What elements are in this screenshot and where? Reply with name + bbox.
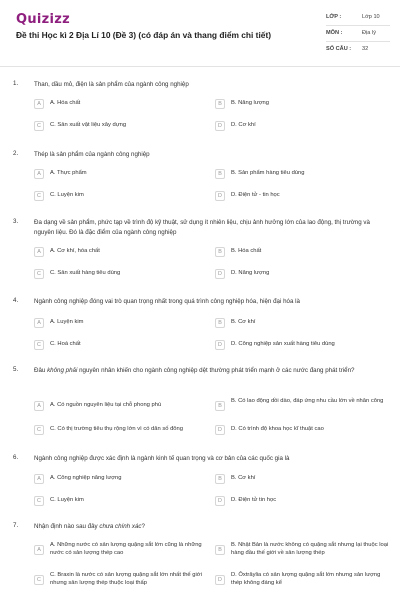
option-d[interactable] [215,570,393,590]
question-text: Đa dạng về sản phẩm, phức tạp về trình độ kỹ thuật, sử dụng ít nhiên liệu, chịu ảnh hưởng lớn của lao động, thị trường và nguyên liệu. Đó là đặc điểm của ngành công nghiệp [34,219,370,236]
option-a[interactable] [34,166,210,182]
option-letter-box: A [34,247,44,257]
option-letter-box: D [215,496,225,506]
option-text: C. Luyện kim [50,192,84,198]
question-number: 7. [13,522,19,529]
option-d[interactable] [215,493,393,509]
meta-label: SỐ CÂU : [326,46,352,52]
option-text: D. Điện tử - tin học [231,192,280,198]
question-number: 2. [13,150,19,157]
question-number: 4. [13,297,19,304]
meta-value: Địa lý [362,30,376,36]
option-text: D. Điện tử tin học [231,497,277,503]
question-text [34,366,386,376]
meta-value: 32 [362,46,369,52]
option-letter-box: C [34,340,44,350]
option-text: D. Ôxtrâylia có sản lượng quặng sắt lớn nhưng sản lượng thép không đáng kể [231,572,381,586]
option-text: A. Những nước có sản lượng quặng sắt lớn cũng là những nước có sản lượng thép cao [50,542,202,556]
option-text: D. Có trình độ khoa học kĩ thuật cao [231,426,324,432]
option-text: C. Có thị trường tiêu thụ rộng lớn vì có dân số đông [50,426,183,432]
option-text: D. Năng lượng [231,270,270,276]
option-text: A. Có nguồn nguyên liệu tại chỗ phong phú [50,402,162,408]
option-letter-box: A [34,169,44,179]
option-d[interactable] [215,422,393,438]
option-a[interactable] [34,244,210,260]
option-c[interactable] [34,188,210,204]
option-letter-box: B [215,401,225,411]
meta-label: MÔN : [326,30,343,36]
question-text: Ngành công nghiệp đóng vai trò quan trọng nhất trong quá trình công nghiệp hóa, hiện đại hóa là [34,298,300,305]
option-letter-box: B [215,318,225,328]
option-letter-box: C [34,496,44,506]
option-c[interactable] [34,570,210,590]
option-letter-box: C [34,121,44,131]
option-letter-box: D [215,121,225,131]
option-d[interactable] [215,188,393,204]
option-text: A. Cơ khí, hóa chất [50,248,100,254]
option-b[interactable] [215,244,393,260]
option-c[interactable] [34,118,210,134]
question-number: 1. [13,80,19,87]
question-number: 6. [13,454,19,461]
question-text [34,522,386,532]
meta-table [326,10,390,58]
option-text: B. Cơ khí [231,319,256,325]
option-text: A. Thực phẩm [50,170,87,176]
option-letter-box: B [215,169,225,179]
option-text: C. Sản xuất hàng tiêu dùng [50,270,121,276]
option-text: A. Công nghiệp năng lượng [50,475,122,481]
option-d[interactable] [215,118,393,134]
option-letter-box: A [34,99,44,109]
option-letter-box: C [34,191,44,201]
option-text: D. Công nghiệp sản xuất hàng tiêu dùng [231,341,335,347]
page-title: Đề thi Học kì 2 Địa Lí 10 (Đề 3) (có đáp án và thang điểm chi tiết) [16,30,272,40]
option-letter-box: C [34,575,44,585]
option-letter-box: C [34,269,44,279]
option-text: C. Braxin là nước có sản lượng quặng sắt lớn nhất thế giới nhưng sản lượng thép thuộc loại thấp [50,572,202,586]
option-text: B. Có lao động dồi dào, đáp ứng nhu cầu lớn về nhân công [231,398,384,404]
option-b[interactable] [215,540,393,560]
option-letter-box: A [34,318,44,328]
option-text: B. Cơ khí [231,475,256,481]
question-text-part: Nhận định nào sau đây [34,523,100,530]
option-text: C. Luyện kim [50,497,84,503]
question-text-part: ? [141,523,145,530]
option-b[interactable] [215,96,393,112]
option-text: B. Năng lượng [231,100,269,106]
meta-label: LỚP : [326,14,342,20]
option-c[interactable] [34,422,210,438]
option-b[interactable] [215,315,393,331]
option-c[interactable] [34,493,210,509]
option-a[interactable] [34,540,210,560]
option-letter-box: D [215,269,225,279]
option-d[interactable] [215,266,393,282]
option-text: B. Hóa chất [231,248,262,254]
header-divider [0,66,400,67]
option-text: A. Hóa chất [50,100,81,106]
option-letter-box: D [215,425,225,435]
option-letter-box: B [215,545,225,555]
meta-row-subject [326,26,390,42]
option-letter-box: A [34,401,44,411]
option-c[interactable] [34,337,210,353]
option-letter-box: D [215,575,225,585]
option-letter-box: D [215,191,225,201]
option-letter-box: D [215,340,225,350]
question-text: Than, dầu mỏ, điện là sản phẩm của ngành công nghiệp [34,81,189,88]
question-text: Ngành công nghiệp được xác định là ngành kinh tế quan trọng và cơ bản của các quốc gia là [34,455,290,462]
option-letter-box: B [215,247,225,257]
meta-row-count [326,42,390,58]
question-number: 3. [13,218,19,225]
option-d[interactable] [215,337,393,353]
option-letter-box: B [215,99,225,109]
option-c[interactable] [34,266,210,282]
option-text: C. Hoá chất [50,341,81,347]
option-letter-box: C [34,425,44,435]
option-letter-box: B [215,474,225,484]
question-number: 5. [13,366,19,373]
option-a[interactable] [34,96,210,112]
option-text: D. Cơ khí [231,122,256,128]
question-text: Thép là sản phẩm của ngành công nghiệp [34,151,150,158]
option-text: B. Sản phẩm hàng tiêu dùng [231,170,305,176]
worksheet-header [0,0,400,66]
option-letter-box: A [34,474,44,484]
option-a[interactable] [34,315,210,331]
option-a[interactable] [34,471,210,487]
question-text-part: Đâu [34,367,48,374]
option-text: A. Luyện kim [50,319,84,325]
option-b[interactable] [215,166,393,182]
question-text-part: nguyên nhân khiến cho ngành công nghiệp dệt thường phát triển mạnh ở các nước đang phát triển? [77,367,355,374]
option-b[interactable] [215,471,393,487]
quizizz-logo: Quizizz [16,12,71,27]
option-a[interactable] [34,396,210,416]
option-letter-box: A [34,545,44,555]
option-text: B. Nhật Bản là nước không có quặng sắt nhưng lại thuộc loại hàng đầu thế giới về sản lượng thép [231,542,389,556]
question-text-emphasis: không phải [47,367,78,374]
option-text: C. Sản xuất vật liệu xây dựng [50,122,127,128]
meta-value: Lớp 10 [362,14,380,20]
meta-row-class [326,10,390,26]
option-b[interactable] [215,396,393,416]
question-text-emphasis: chưa chính xác [99,523,142,530]
